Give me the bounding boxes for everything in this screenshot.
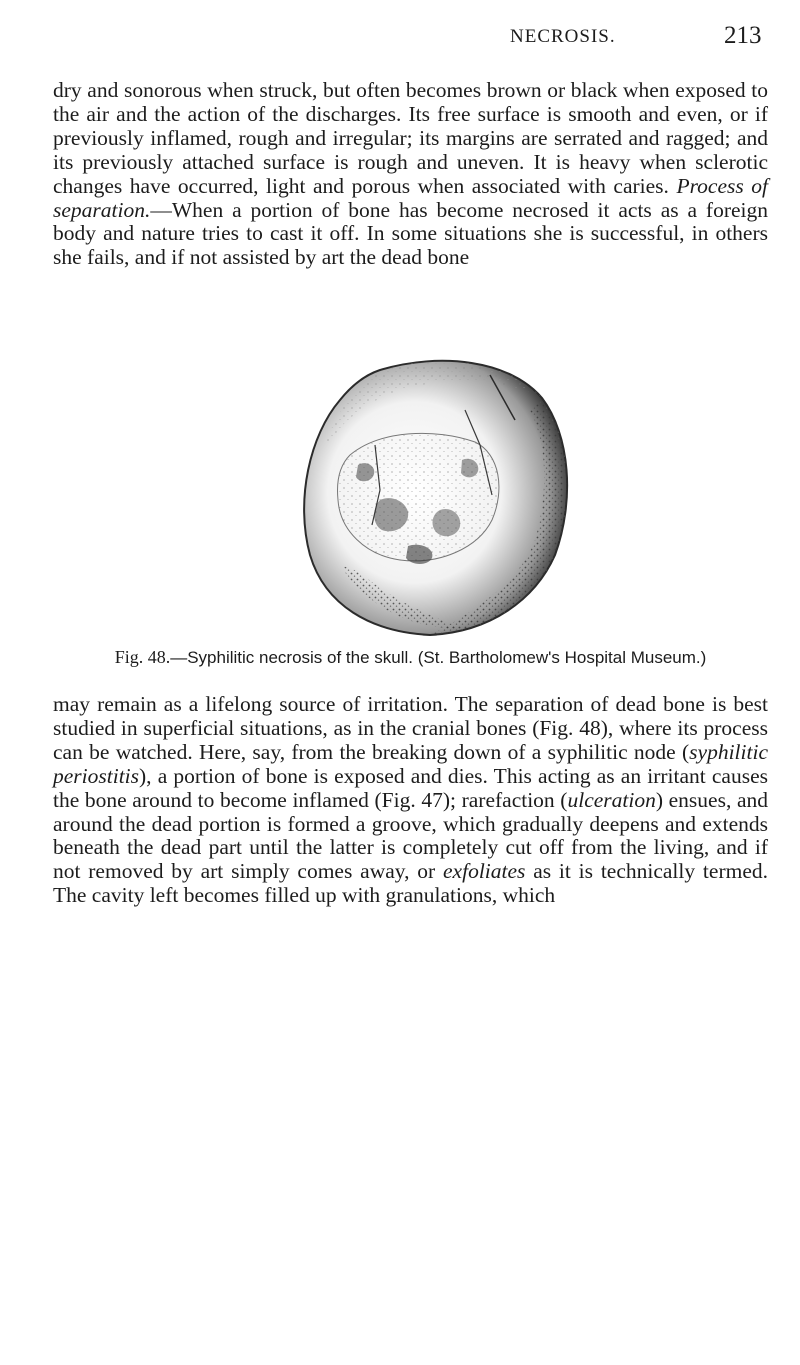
paragraph-2-text: as it is technically termed. The cavity left becomes filled up with granulations, which	[53, 859, 768, 908]
necrotic-sequestrum	[338, 433, 499, 561]
paragraph-1	[53, 79, 768, 270]
figure-caption-text: —Syphilitic necrosis of the skull. (St. Bartholomew's Hospital Museum.)	[170, 648, 707, 667]
paragraph-2-text: may remain as a lifelong source of irritation. The separation of dead bone is best studied in superficial situations, as in the cranial bones (Fig. 48), where its process can be watched. Here, say, from the breaking down of a syphilitic node (	[53, 692, 768, 764]
italic-term: ulceration	[567, 787, 656, 812]
section-heading-process-of-separation: Process of separation.	[53, 173, 768, 222]
paragraph-2	[53, 693, 768, 908]
figure-label: Fig. 48.	[114, 647, 171, 667]
paragraph-1-text: dry and sonorous when struck, but often becomes brown or black when exposed to the air and the action of the discharges. Its free surface is smooth and even, or if previously inflamed, rough and irregular; its margins are serrated and ragged; and its previously attached surface is rough and uneven. It is heavy when sclerotic changes have occurred, light and porous when associated with caries.	[53, 78, 768, 198]
paragraph-2-text: ), a portion of bone is exposed and dies. This acting as an irritant causes the bone around to become inflamed (Fig. 47); rarefaction (	[53, 763, 768, 812]
page-number: 213	[724, 22, 762, 49]
paragraph-2-text: ) ensues, and around the dead portion is formed a groove, which gradually deepens and extends beneath the dead part until the latter is completely cut off from the living, and if not removed by art simply comes away, or	[53, 787, 768, 884]
skull-necrosis-illustration	[230, 350, 630, 640]
running-head: NECROSIS.	[510, 26, 616, 47]
paragraph-1-text-continued: —When a portion of bone has become necrosed it acts as a foreign body and nature tries to cast it off. In some situations she is successful, in others she fails, and if not assisted by art the dead bone	[53, 197, 768, 270]
figure-caption	[53, 646, 768, 669]
italic-term: syphilitic periostitis	[53, 739, 768, 788]
italic-term: exfoliates	[443, 859, 526, 884]
